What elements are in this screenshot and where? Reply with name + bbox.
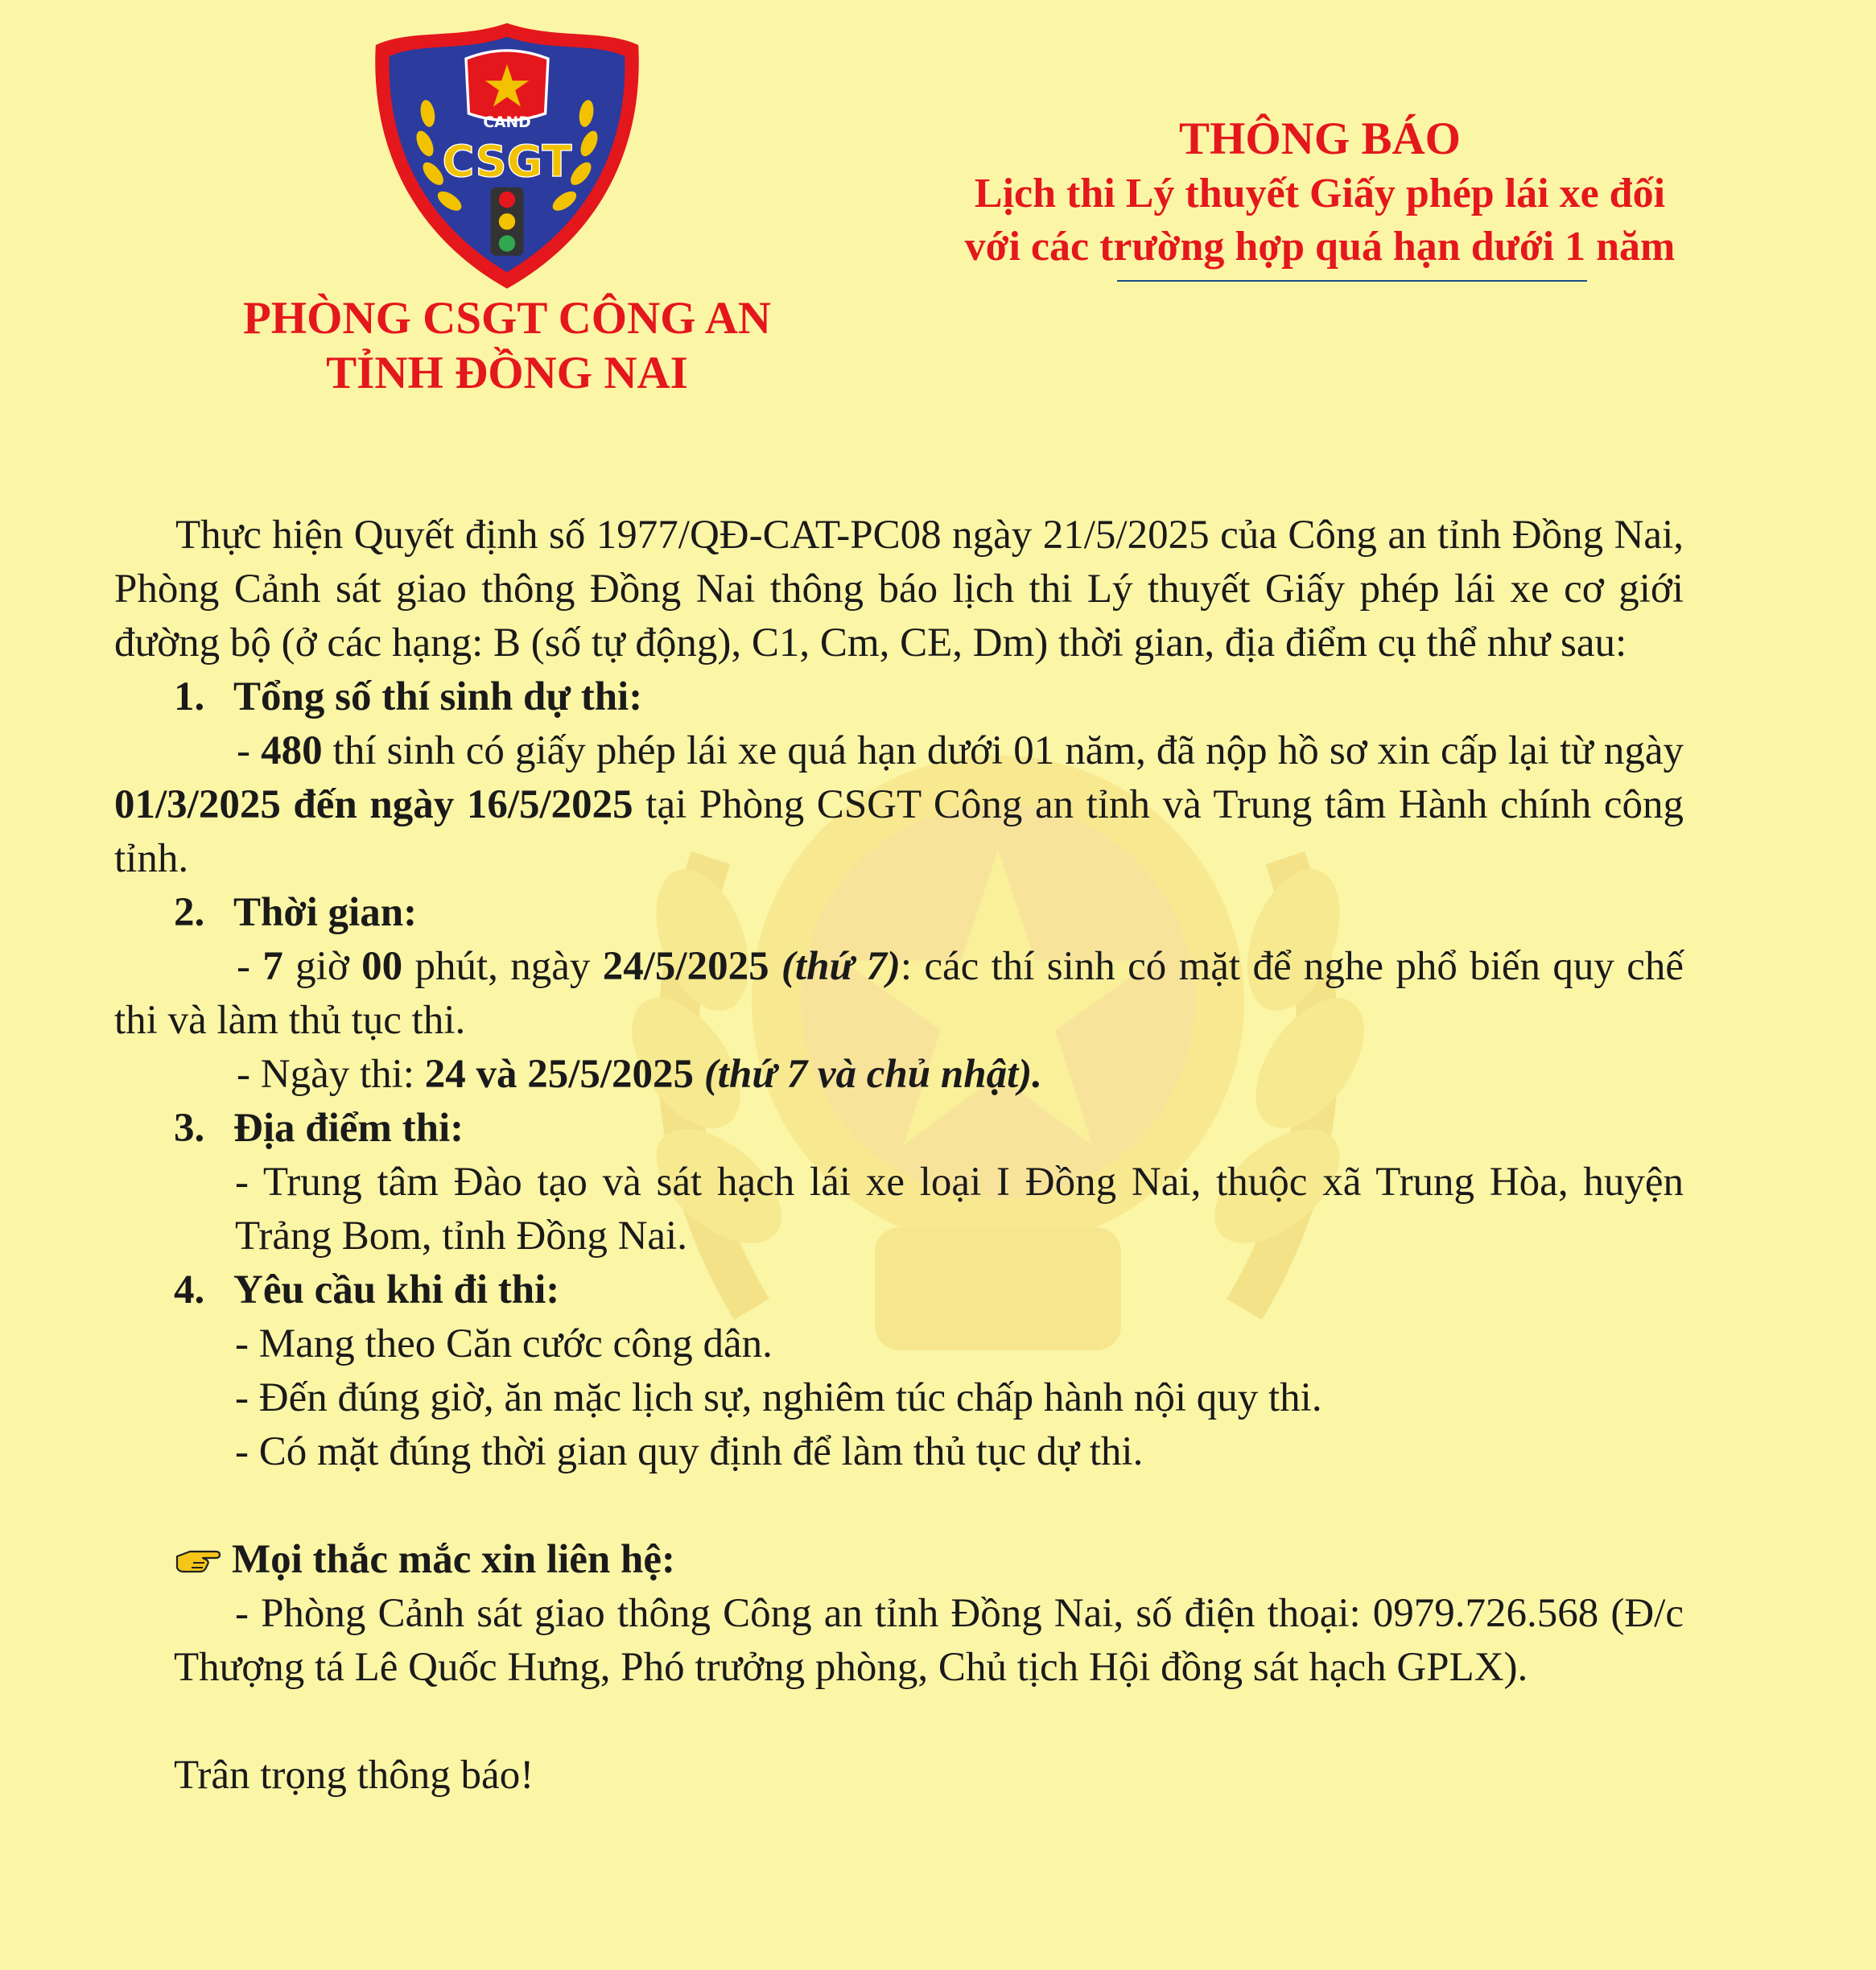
- notice-title: THÔNG BÁO: [1179, 113, 1461, 164]
- notice-subtitle-2: với các trường hợp quá hạn dưới 1 năm: [964, 224, 1676, 270]
- minute: 00: [361, 944, 403, 989]
- document-body: [114, 509, 1684, 1803]
- section-title: Thời gian:: [233, 890, 418, 935]
- contact-details: [114, 1587, 1684, 1695]
- briefing-date: 24/5/2025: [602, 944, 769, 989]
- text-run: - Ngày thi:: [237, 1052, 425, 1097]
- section-title: Tổng số thí sinh dự thi:: [233, 674, 643, 719]
- section-title: Địa điểm thi:: [233, 1106, 464, 1151]
- exam-dates: 24 và 25/5/2025: [424, 1052, 695, 1097]
- section-3-text: - Trung tâm Đào tạo và sát hạch lái xe loại I Đồng Nai, thuộc xã Trung Hòa, huyện Trảng Bom, tỉnh Đồng Nai.: [235, 1160, 1684, 1259]
- text-run: giờ: [282, 944, 362, 989]
- requirement-item: - Mang theo Căn cước công dân.: [235, 1321, 773, 1366]
- section-number: 3.: [174, 1106, 205, 1151]
- hour: 7: [262, 944, 283, 989]
- contact-heading-text: Mọi thắc mắc xin liên hệ:: [232, 1537, 676, 1582]
- org-line-1: PHÒNG CSGT CÔNG AN: [242, 293, 772, 344]
- text-run: phút, ngày: [402, 944, 603, 989]
- section-1-text: [114, 724, 1684, 886]
- requirement-item: - Có mặt đúng thời gian quy định để làm thủ tục dự thi.: [235, 1429, 1144, 1474]
- title-underline: [1117, 280, 1587, 282]
- section-4-heading: [114, 1263, 1684, 1317]
- issuing-organization: [169, 291, 845, 401]
- exam-weekdays: (thứ 7 và chủ nhật).: [694, 1052, 1043, 1097]
- section-2-line-1: [114, 940, 1684, 1048]
- text-run: -: [237, 728, 262, 773]
- section-number: 4.: [174, 1267, 205, 1313]
- date-range: 01/3/2025 đến ngày 16/5/2025: [114, 782, 633, 827]
- csgt-shield-emblem-icon: [370, 18, 644, 291]
- section-3-heading: [114, 1102, 1684, 1156]
- pointing-hand-icon: [174, 1545, 222, 1576]
- text-run: : các thí sinh có mặt để nghe phổ biến quy chế thi và làm thủ tục thi.: [114, 944, 1684, 1043]
- text-run: -: [237, 944, 263, 989]
- section-1-heading: [114, 670, 1684, 724]
- section-title: Yêu cầu khi đi thi:: [233, 1267, 560, 1313]
- contact-heading: [114, 1533, 1684, 1587]
- contact-text: - Phòng Cảnh sát giao thông Công an tỉnh Đồng Nai, số điện thoại: 0979.726.568 (Đ/c Thượng tá Lê Quốc Hưng, Phó trưởng phòng, Chủ tịch Hội đồng sát hạch GPLX).: [174, 1591, 1684, 1690]
- weekday: (thứ 7): [769, 944, 901, 989]
- text-run: tại Phòng CSGT Công an tỉnh và Trung tâm Hành chính công tỉnh.: [114, 782, 1684, 881]
- section-number: 1.: [174, 674, 205, 719]
- section-2-heading: [114, 886, 1684, 940]
- intro-paragraph: Thực hiện Quyết định số 1977/QĐ-CAT-PC08 ngày 21/5/2025 của Công an tỉnh Đồng Nai, Phòng Cảnh sát giao thông Đồng Nai thông báo lịch thi Lý thuyết Giấy phép lái xe cơ giới đường bộ (ở các hạng: B (số tự động), C1, Cm, CE, Dm) thời gian, địa điểm cụ thể như sau:: [114, 513, 1684, 666]
- closing-line: Trân trọng thông báo!: [174, 1753, 534, 1798]
- org-line-2: TỈNH ĐỒNG NAI: [326, 348, 688, 398]
- text-run: thí sinh có giấy phép lái xe quá hạn dưới 01 năm, đã nộp hồ sơ xin cấp lại từ ngày: [322, 728, 1684, 773]
- notice-heading: [869, 111, 1771, 282]
- emblem-main-text: CSGT: [442, 136, 572, 188]
- emblem-top-text: CAND: [483, 114, 531, 131]
- notice-subtitle-1: Lịch thi Lý thuyết Giấy phép lái xe đối: [974, 171, 1666, 216]
- section-number: 2.: [174, 890, 205, 935]
- section-2-line-2: [114, 1048, 1684, 1102]
- requirement-item: - Đến đúng giờ, ăn mặc lịch sự, nghiêm túc chấp hành nội quy thi.: [235, 1375, 1322, 1420]
- candidate-count: 480: [261, 728, 323, 773]
